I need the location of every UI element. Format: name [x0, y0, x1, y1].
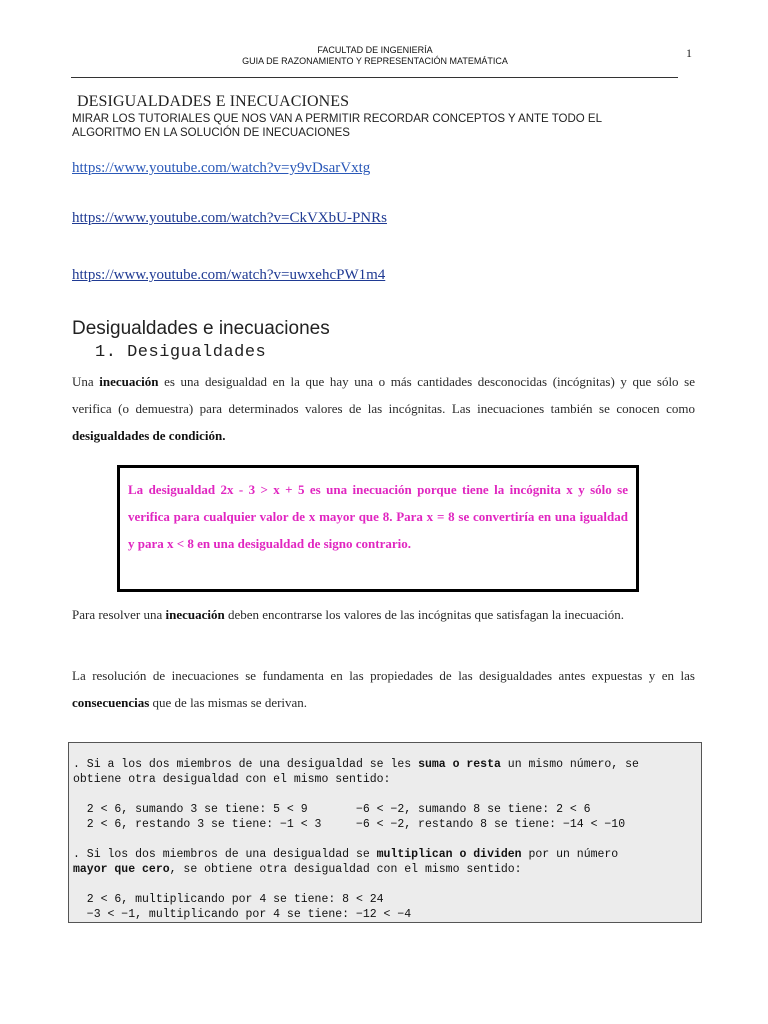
text-span: La resolución de inecuaciones se fundamenta en las propiedades de las desigualdades antes expuestas y en las: [72, 668, 695, 683]
code-bold: suma o resta: [418, 758, 501, 771]
text-span: es una desigualdad en la que hay una o más cantidades desconocidas (incógnitas) y que sólo se verifica (o demuestra) para determinados valores de las incógnitas. Las inecuaciones también se conocen como: [72, 374, 695, 416]
code-text: . Si los dos miembros de una desigualdad se: [73, 848, 377, 861]
code-text: . Si a los dos miembros de una desigualdad se les: [73, 758, 419, 771]
bold-term: inecuación: [165, 607, 225, 622]
youtube-link-2[interactable]: https://www.youtube.com/watch?v=CkVXbU-PNRs: [72, 210, 387, 226]
bold-term: inecuación: [99, 374, 159, 389]
code-bold: mayor que cero: [73, 863, 170, 876]
paragraph-resolve: [72, 601, 695, 628]
text-span: deben encontrarse los valores de las incógnitas que satisfagan la inecuación.: [224, 607, 624, 622]
code-example: 2 < 6, restando 3 se tiene: −1 < 3 −6 < −2, restando 8 se tiene: −14 < −10: [73, 818, 626, 831]
intro-line-1: MIRAR LOS TUTORIALES QUE NOS VAN A PERMITIR RECORDAR CONCEPTOS Y ANTE TODO EL: [72, 113, 602, 125]
example-text: La desigualdad 2x - 3 > x + 5 es una inecuación porque tiene la incógnita x y sólo se verifica para cualquier valor de x mayor que 8. Para x = 8 se convertiría en una igualdad y para x < 8 en una desigualdad de signo contrario.: [128, 482, 628, 551]
text-span: Una: [72, 374, 100, 389]
intro-line-2: ALGORITMO EN LA SOLUCIÓN DE INECUACIONES: [72, 127, 350, 139]
code-text: un mismo número, se: [500, 758, 639, 771]
code-text: , se obtiene otra desigualdad con el mismo sentido:: [169, 863, 522, 876]
text-span: que de las mismas se derivan.: [149, 695, 308, 710]
bold-term: desigualdades de condición.: [72, 428, 226, 443]
document-title: DESIGUALDADES E INECUACIONES: [77, 93, 350, 110]
section-heading: Desigualdades e inecuaciones: [72, 318, 330, 339]
code-example: 2 < 6, sumando 3 se tiene: 5 < 9 −6 < −2, sumando 8 se tiene: 2 < 6: [73, 803, 591, 816]
code-text: por un número: [521, 848, 619, 861]
text-span: Para resolver una: [72, 607, 166, 622]
header-faculty: FACULTAD DE INGENIERÍA: [317, 45, 433, 55]
properties-code-box: [68, 742, 702, 923]
page-number: 1: [686, 46, 692, 60]
properties-code: [73, 757, 698, 922]
youtube-link-3[interactable]: https://www.youtube.com/watch?v=uwxehcPW1m4: [72, 267, 386, 283]
code-example: −3 < −1, multiplicando por 4 se tiene: −12 < −4: [73, 908, 412, 921]
bold-term: consecuencias: [72, 695, 150, 710]
intro-text: [72, 112, 672, 140]
subsection-heading: 1. Desigualdades: [95, 343, 267, 362]
paragraph-definition: [72, 368, 695, 449]
code-bold: multiplican o dividen: [376, 848, 522, 861]
header-guide-title: GUIA DE RAZONAMIENTO Y REPRESENTACIÓN MATEMÁTICA: [242, 56, 508, 66]
code-example: 2 < 6, multiplicando por 4 se tiene: 8 < 24: [73, 893, 384, 906]
page-header: [72, 45, 678, 67]
paragraph-foundation: [72, 662, 695, 716]
youtube-link-1[interactable]: https://www.youtube.com/watch?v=y9vDsarVxtg: [72, 160, 371, 176]
example-box: [117, 465, 639, 592]
header-divider: [71, 77, 678, 78]
code-text: obtiene otra desigualdad con el mismo sentido:: [73, 773, 391, 786]
